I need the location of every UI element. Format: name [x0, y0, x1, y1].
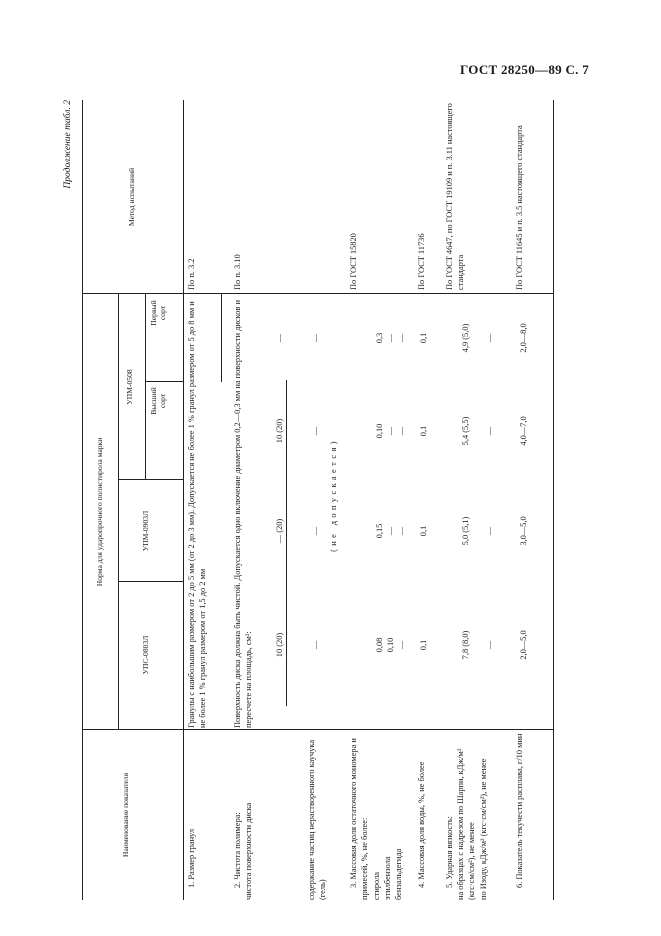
header-brand-2: УПМ-0903Л [141, 510, 150, 552]
header-brand-1: УПС-0803Л [141, 635, 150, 675]
header-grade-top: Высший сорт [149, 387, 168, 415]
row6-method: По ГОСТ 11645 и п. 3.5 настоящего стандарта [515, 125, 524, 290]
row3-v3-ethylbenzene: — [386, 426, 395, 436]
row4-value-3: 0,1 [419, 425, 428, 437]
header-grade-first: Первый сорт [149, 300, 168, 326]
row5-charpy-4: 4,9 (5,0) [461, 323, 470, 353]
row5-method: По ГОСТ 4647, по ГОСТ 19109 и п. 3.11 настоящего стандарта [445, 103, 465, 290]
header-brand-3: УПМ-0508 [125, 369, 134, 405]
specs-table [82, 100, 554, 900]
header-indicator: Наименование показателя [121, 772, 130, 858]
grid-line [118, 581, 183, 582]
row5-izod-3: — [485, 426, 494, 436]
grid-line [118, 294, 119, 730]
row2b-value-1: — [311, 640, 320, 650]
row5-name-1: 5. Ударная вязкость: [445, 815, 454, 888]
row2-value-1: 10 (20) [275, 632, 284, 658]
row2-method: По п. 3.10 [233, 254, 242, 290]
rotated-table-wrapper [62, 100, 552, 900]
grid-line [221, 294, 222, 382]
row2-name-1: 2. Чистота полимера: [233, 812, 242, 888]
row2-name-2: чистота поверхности диска [244, 802, 253, 900]
row3-item-ethylbenzene: этилбензола [383, 856, 392, 900]
row6-value-1: 2,0—5,0 [519, 630, 528, 660]
row2b-value-2: — [311, 526, 320, 536]
row3-v1-benzaldehyde: — [397, 640, 406, 650]
row5-izod-1: — [485, 640, 494, 650]
row2b-not-allowed: (не допускается) [329, 438, 338, 552]
row4-name: 4. Массовая доля воды, %, не более [417, 761, 426, 888]
row6-value-4: 2,0—8,0 [519, 323, 528, 353]
row3-item-benzaldehyde: бензальдегида [394, 848, 403, 900]
row2-norm: Поверхность диска должна быть чистой. Допускается одно включение диаметром 0,2—0,3 мм на поверхности дисков и пересчете на площадь, см²: [233, 300, 253, 728]
row3-v4-benzaldehyde: — [397, 333, 406, 343]
row2b-value-3: — [311, 426, 320, 436]
row5-izod-4: — [485, 333, 494, 343]
row3-v3-styrene: 0,10 [375, 423, 384, 439]
row3-v4-ethylbenzene: — [386, 333, 395, 343]
continuation-label: Продолжение табл. 2 [63, 100, 73, 189]
row3-v4-styrene: 0,3 [375, 332, 384, 344]
row3-method: По ГОСТ 15820 [349, 233, 358, 290]
grid-line [183, 100, 184, 900]
grid-line [145, 294, 146, 480]
row2-value-4: — [275, 333, 284, 343]
row5-name-2: на образцах с надрезом по Шарпи, кДж/м² (кгс·см/см²), не менее [456, 748, 476, 900]
row2b-name: содержание частиц нерастворенного каучука (гель) [307, 739, 327, 900]
row3-v2-benzaldehyde: — [397, 526, 406, 536]
row5-name-3: по Изоду, кДж/м² (кгс·см/см²), не менее [479, 758, 488, 900]
page-header: ГОСТ 28250—89 С. 7 [460, 62, 590, 77]
row6-name: 6. Показатель текучести расплава, г/10 мин [515, 733, 524, 888]
row2-value-3: 10 (20) [275, 418, 284, 444]
row5-charpy-1: 7,8 (8,0) [461, 630, 470, 660]
row4-method: По ГОСТ 11736 [417, 233, 426, 290]
row4-value-1: 0,1 [419, 639, 428, 651]
row1-method: По п. 3.2 [187, 258, 196, 290]
row3-v3-benzaldehyde: — [397, 426, 406, 436]
row6-value-3: 4,0—7,0 [519, 416, 528, 446]
row4-value-4: 0,1 [419, 332, 428, 344]
row1-norm: Гранулы с наибольшим размером от 2 до 5 мм (от 2 до 3 мм). Допускается не более 1 % гранул размером от 5 до 8 мм и не более 1 % гранул размером от 1,5 до 2 мм [187, 301, 207, 728]
row3-v2-styrene: 0,15 [375, 523, 384, 539]
row2-value-2: — (20) [275, 518, 284, 544]
row3-item-styrene: стирола [372, 871, 381, 900]
row6-value-2: 3,0—5,0 [519, 516, 528, 546]
row3-name: 3. Массовая доля остаточного мономера и примесей, %, не более: [349, 738, 369, 900]
row4-value-2: 0,1 [419, 525, 428, 537]
header-method: Метод испытаний [127, 167, 136, 227]
row2b-value-4: — [311, 333, 320, 343]
row5-charpy-2: 5,0 (5,1) [461, 516, 470, 546]
row3-v2-ethylbenzene: — [386, 526, 395, 536]
row3-v1-styrene: 0,08 [375, 637, 384, 653]
row1-name: 1. Размер гранул [187, 828, 196, 888]
rule-line [286, 380, 287, 706]
header-norm: Норма для ударопрочного полистирола марки [95, 437, 104, 587]
row5-izod-2: — [485, 526, 494, 536]
row3-v1-ethylbenzene: 0,10 [386, 637, 395, 653]
grid-line [83, 729, 553, 730]
row5-charpy-3: 5,4 (5,5) [461, 416, 470, 446]
